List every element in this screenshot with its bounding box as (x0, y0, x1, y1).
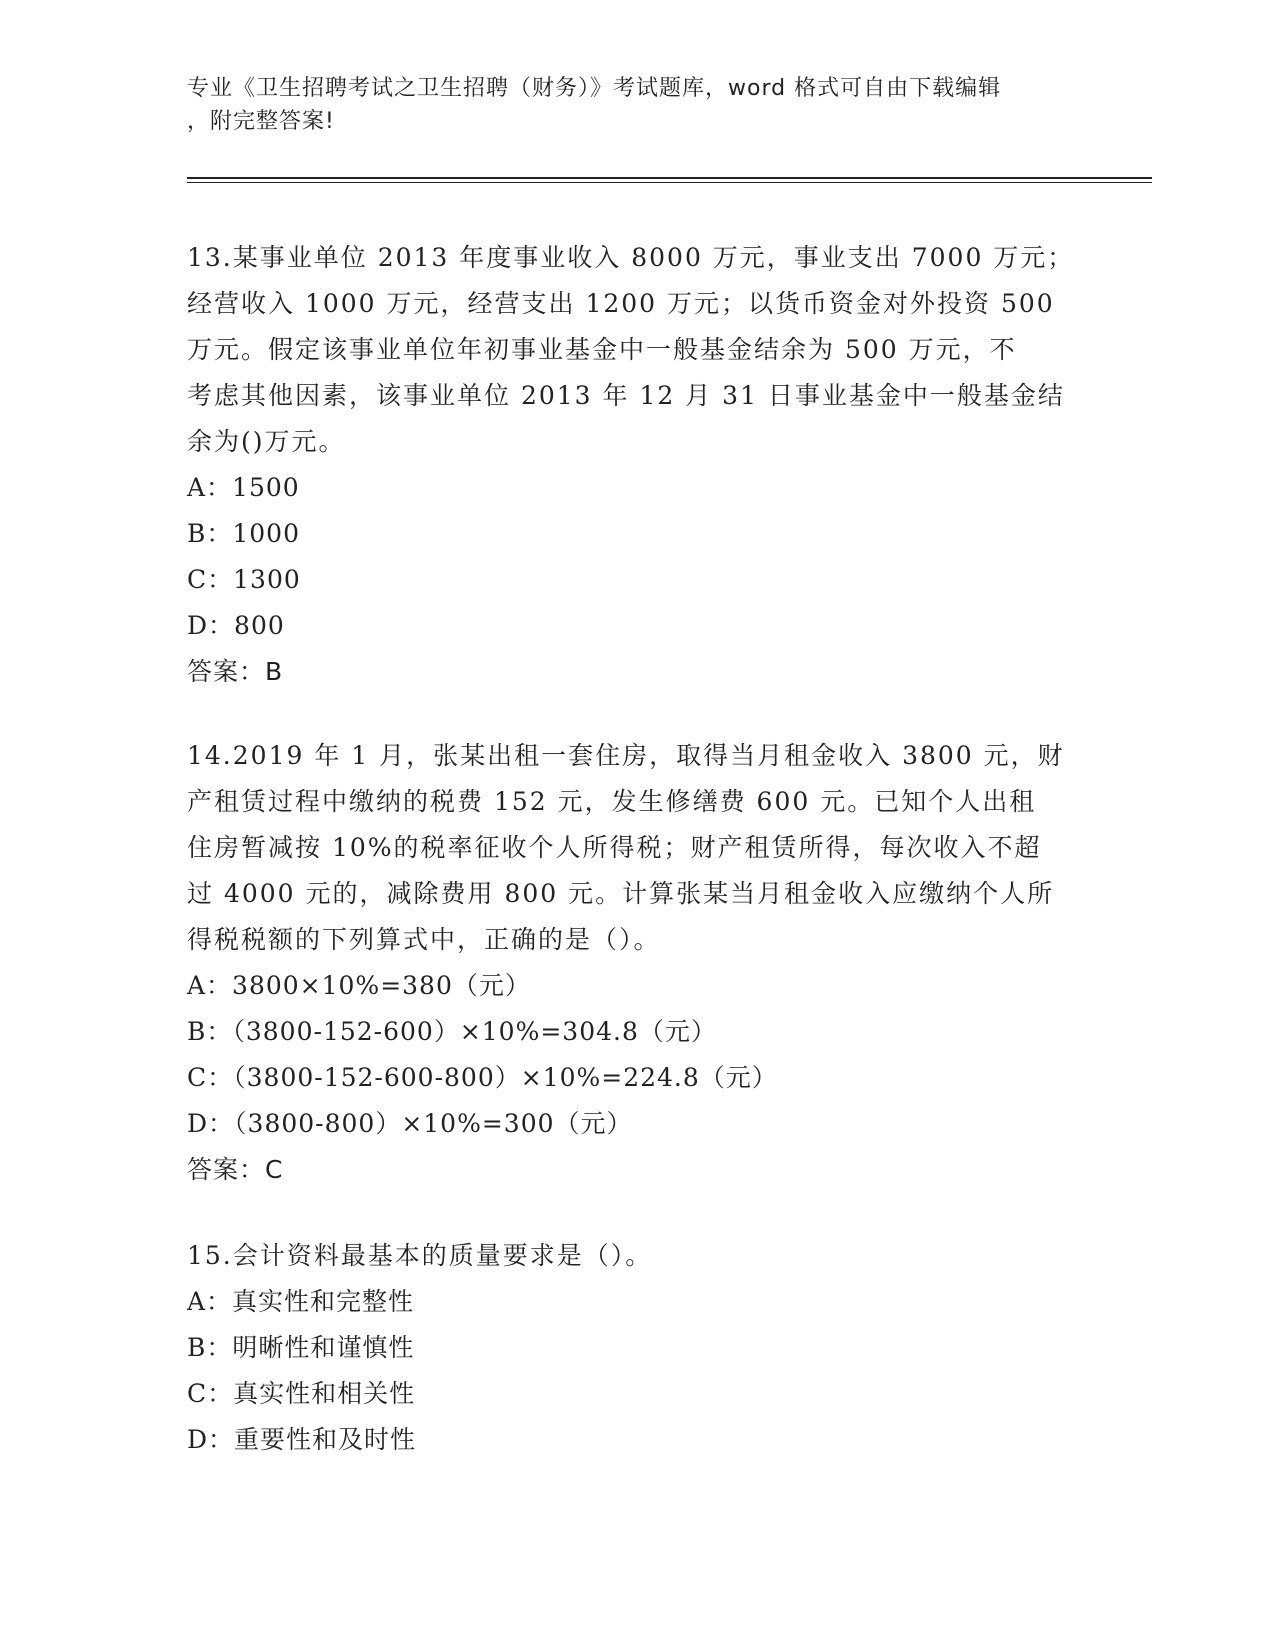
question-text-line: 经营收入 1000 万元，经营支出 1200 万元；以货币资金对外投资 500 (187, 289, 1055, 318)
option-d: D：（3800-800）×10%=300（元） (187, 1109, 633, 1138)
answer-line: 答案：B (187, 657, 284, 686)
question-text-line: 15.会计资料最基本的质量要求是（）。 (187, 1241, 653, 1270)
question-text-line: 余为()万元。 (187, 427, 346, 456)
question-text-line: 14.2019 年 1 月，张某出租一套住房，取得当月租金收入 3800 元，财 (187, 741, 1065, 770)
question-15 (187, 1233, 1092, 1463)
question-text-line: 13.某事业单位 2013 年度事业收入 8000 万元，事业支出 7000 万元； (187, 243, 1075, 272)
option-c: C：真实性和相关性 (187, 1379, 416, 1408)
option-b: B：（3800-152-600）×10%=304.8（元） (187, 1017, 717, 1046)
question-text-line: 考虑其他因素，该事业单位 2013 年 12 月 31 日事业基金中一般基金结 (187, 381, 1065, 410)
header-divider-thin (187, 182, 1152, 183)
question-text-line: 住房暂减按 10%的税率征收个人所得税；财产租赁所得，每次收入不超 (187, 833, 1042, 862)
answer-line: 答案：C (187, 1155, 284, 1184)
option-d: D：重要性和及时性 (187, 1425, 417, 1454)
option-b: B：1000 (187, 519, 300, 548)
option-c: C：1300 (187, 565, 301, 594)
option-b: B：明晰性和谨慎性 (187, 1333, 415, 1362)
question-13 (187, 235, 1092, 695)
option-d: D：800 (187, 611, 285, 640)
header-line-2: ，附完整答案! (187, 109, 335, 134)
question-text-line: 万元。假定该事业单位年初事业基金中一般基金结余为 500 万元，不 (187, 335, 1017, 364)
question-14 (187, 733, 1092, 1193)
document-header (187, 72, 1087, 138)
question-text-line: 得税税额的下列算式中，正确的是（）。 (187, 925, 661, 954)
header-line-1: 专业《卫生招聘考试之卫生招聘（财务）》考试题库，word 格式可自由下载编辑 (187, 76, 1002, 101)
header-divider-thick (187, 177, 1152, 179)
option-c: C：（3800-152-600-800）×10%=224.8（元） (187, 1063, 778, 1092)
option-a: A：1500 (187, 473, 300, 502)
option-a: A：真实性和完整性 (187, 1287, 415, 1316)
question-text-line: 过 4000 元的，减除费用 800 元。计算张某当月租金收入应缴纳个人所 (187, 879, 1055, 908)
question-text-line: 产租赁过程中缴纳的税费 152 元，发生修缮费 600 元。已知个人出租 (187, 787, 1037, 816)
option-a: A：3800×10%=380（元） (187, 971, 531, 1000)
